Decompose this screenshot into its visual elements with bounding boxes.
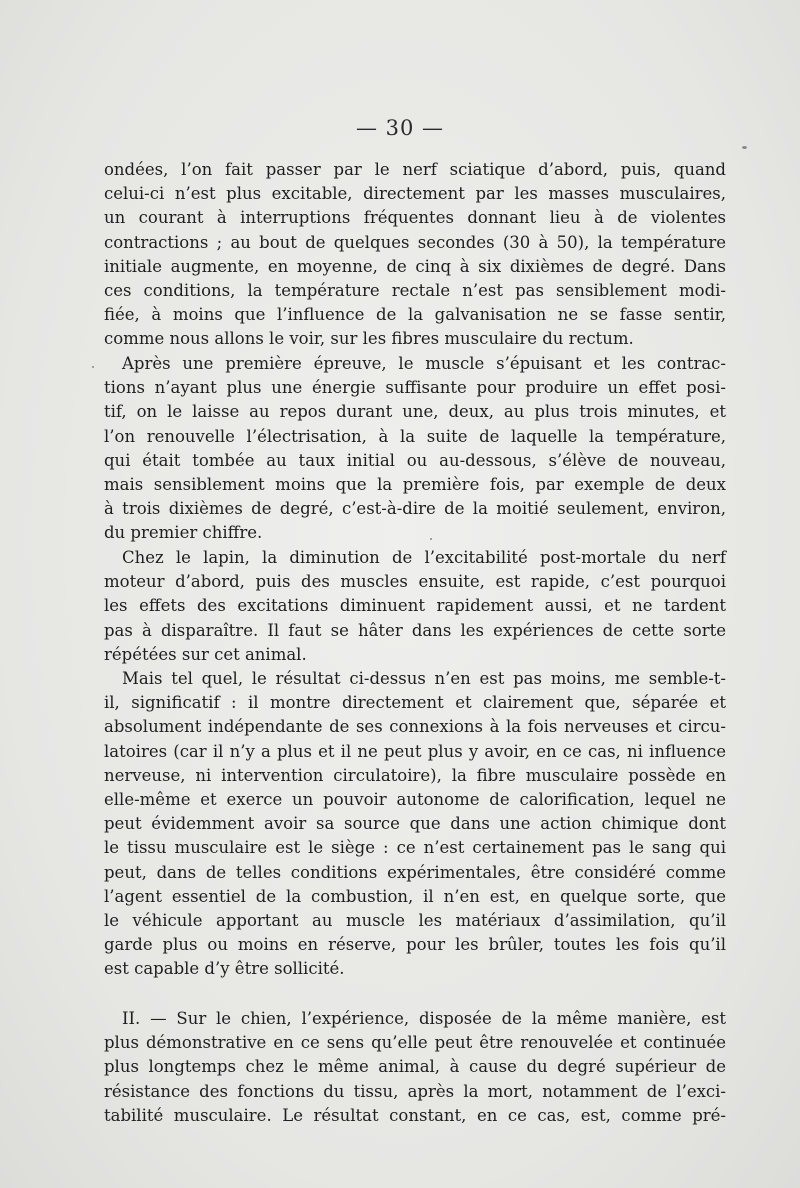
- page-number: — 30 —: [355, 116, 445, 140]
- paragraph-2: [104, 352, 726, 546]
- text-line: contractions ; au bout de quelques secondes (30 à 50), la température: [104, 232, 726, 252]
- paragraph-3: [104, 546, 726, 667]
- text-line: à trois dixièmes de degré, c’est-à-dire de la moitié seulement, environ,: [104, 499, 726, 519]
- text-line: initiale augmente, en moyenne, de cinq à six dixièmes de degré. Dans: [104, 256, 726, 276]
- text-line: fiée, à moins que l’influence de la galvanisation ne se fasse sentir,: [104, 305, 726, 325]
- text-line: l’on renouvelle l’électrisation, à la suite de laquelle la température,: [104, 426, 726, 446]
- paragraph-1: [104, 158, 726, 352]
- text-line: ces conditions, la température rectale n’est pas sensiblement modi-: [104, 280, 726, 300]
- text-line: elle-même et exerce un pouvoir autonome de calorification, lequel ne: [104, 789, 726, 809]
- text-line: peut, dans de telles conditions expérimentales, être considéré comme: [104, 862, 726, 882]
- text-line: il, significatif : il montre directement et clairement que, séparée et: [104, 693, 726, 713]
- text-line: résistance des fonctions du tissu, après la mort, notamment de l’exci-: [104, 1081, 726, 1101]
- text-line: absolument indépendante de ses connexions à la fois nerveuses et circu-: [104, 717, 726, 737]
- text-line: Après une première épreuve, le muscle s’épuisant et les contrac-: [122, 354, 726, 373]
- text-line: peut évidemment avoir sa source que dans une action chimique dont: [104, 814, 726, 834]
- text-line: tif, on le laisse au repos durant une, deux, au plus trois minutes, et: [104, 402, 726, 422]
- text-line: nerveuse, ni intervention circulatoire), la fibre musculaire possède en: [104, 765, 726, 785]
- scan-speck: [92, 366, 94, 368]
- text-line: mais sensiblement moins que la première fois, par exemple de deux: [104, 474, 726, 494]
- text-line: tabilité musculaire. Le résultat constant, en ce cas, est, comme pré-: [104, 1105, 726, 1125]
- text-line: comme nous allons le voir, sur les fibres musculaire du rectum.: [104, 329, 634, 349]
- scan-speck: [430, 538, 432, 540]
- text-line: le véhicule apportant au muscle les matériaux d’assimilation, qu’il: [104, 910, 726, 930]
- text-line: plus longtemps chez le même animal, à cause du degré supérieur de: [104, 1057, 726, 1077]
- text-line: du premier chiffre.: [104, 523, 263, 543]
- text-line: Mais tel quel, le résultat ci-dessus n’en est pas moins, me semble-t-: [122, 669, 726, 688]
- text-line: pas à disparaître. Il faut se hâter dans les expériences de cette sorte: [104, 620, 726, 640]
- text-line: le tissu musculaire est le siège : ce n’est certainement pas le sang qui: [104, 838, 726, 858]
- paragraph-4: [104, 667, 726, 981]
- text-line: Chez le lapin, la diminution de l’excitabilité post-mortale du nerf: [122, 548, 726, 567]
- paragraph-5: [104, 1007, 726, 1128]
- text-line: l’agent essentiel de la combustion, il n’en est, en quelque sorte, que: [104, 886, 726, 906]
- text-line: les effets des excitations diminuent rapidement aussi, et ne tardent: [104, 596, 726, 616]
- text-line: plus démonstrative en ce sens qu’elle peut être renouvelée et continuée: [104, 1033, 726, 1053]
- text-line: latoires (car il n’y a plus et il ne peut plus y avoir, en ce cas, ni influence: [104, 741, 726, 761]
- text-line: tions n’ayant plus une énergie suffisante pour produire un effet posi-: [104, 378, 726, 398]
- text-line: un courant à interruptions fréquentes donnant lieu à de violentes: [104, 208, 726, 228]
- text-line: II. — Sur le chien, l’expérience, disposée de la même manière, est: [122, 1009, 726, 1028]
- text-line: ondées, l’on fait passer par le nerf sciatique d’abord, puis, quand: [104, 160, 726, 179]
- text-line: garde plus ou moins en réserve, pour les brûler, toutes les fois qu’il: [104, 935, 726, 955]
- text-line: répétées sur cet animal.: [104, 644, 307, 664]
- scan-speck: [742, 146, 747, 149]
- text-line: est capable d’y être sollicité.: [104, 959, 345, 979]
- text-line: qui était tombée au taux initial ou au-dessous, s’élève de nouveau,: [104, 450, 726, 470]
- text-line: moteur d’abord, puis des muscles ensuite, est rapide, c’est pourquoi: [104, 572, 726, 592]
- text-line: celui-ci n’est plus excitable, directement par les masses musculaires,: [104, 184, 726, 204]
